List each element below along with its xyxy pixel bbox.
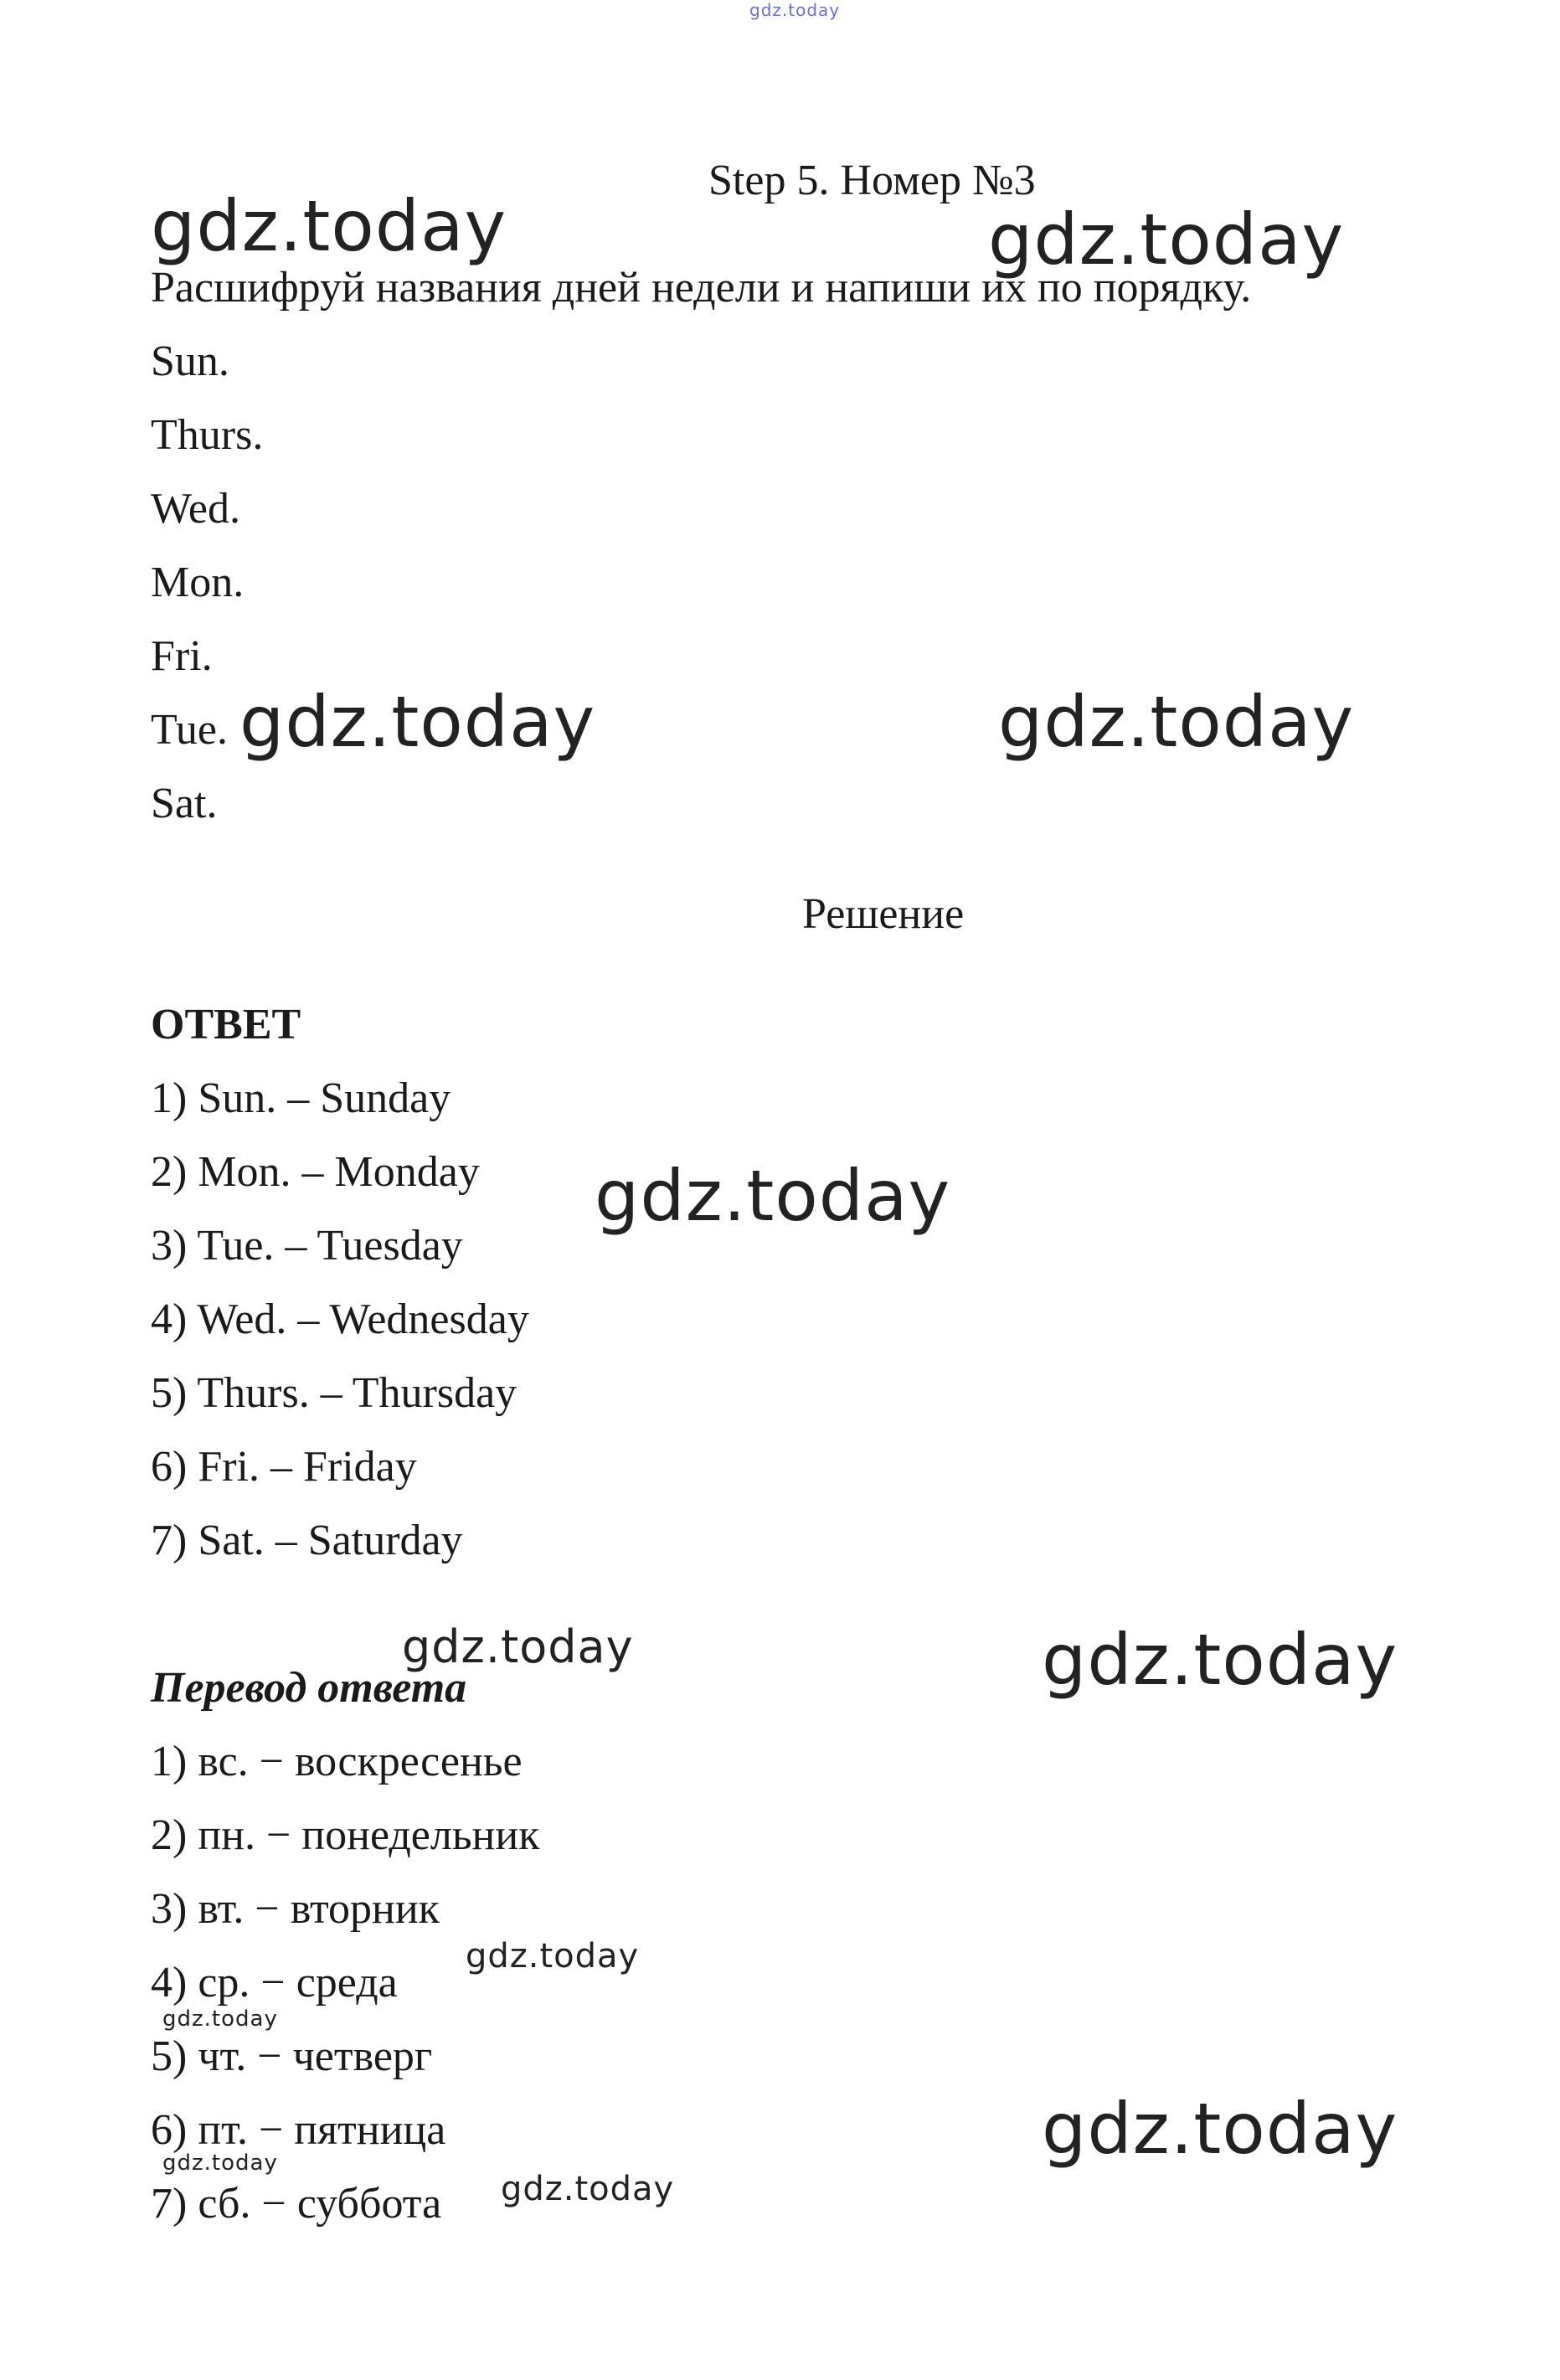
task-item: Tue. — [151, 706, 229, 754]
task-item: Sat. — [151, 780, 218, 827]
translation-line: 5) чт. − четверг — [151, 2032, 433, 2080]
watermark: gdz.today — [162, 2007, 278, 2032]
page-title: Step 5. Номер №3 — [708, 157, 1036, 204]
watermark: gdz.today — [466, 1937, 640, 1976]
watermark: gdz.today — [239, 681, 596, 763]
watermark: gdz.today — [151, 185, 507, 267]
answer-line: 1) Sun. – Sunday — [151, 1074, 451, 1122]
answer-line: 4) Wed. – Wednesday — [151, 1296, 529, 1343]
watermark: gdz.today — [501, 2170, 675, 2208]
watermark: gdz.today — [402, 1620, 634, 1673]
watermark: gdz.today — [162, 2151, 278, 2176]
task-item: Fri. — [151, 632, 213, 680]
solution-heading: Решение — [802, 890, 965, 938]
answer-line: 2) Mon. – Monday — [151, 1148, 480, 1196]
translation-line: 6) пт. − пятница — [151, 2106, 446, 2154]
answer-heading: ОТВЕТ — [151, 1001, 301, 1048]
watermark: gdz.today — [1042, 1619, 1398, 1701]
task-item: Mon. — [151, 559, 245, 606]
answer-line: 6) Fri. – Friday — [151, 1443, 417, 1491]
task-item: Sun. — [151, 337, 229, 385]
task-item: Thurs. — [151, 411, 264, 459]
translation-heading: Перевод ответа — [151, 1664, 467, 1712]
answer-line: 7) Sat. – Saturday — [151, 1517, 463, 1564]
translation-line: 3) вт. − вторник — [151, 1885, 440, 1933]
translation-line: 4) ср. − среда — [151, 1959, 398, 2007]
translation-line: 7) сб. − суббота — [151, 2180, 442, 2228]
task-item: Wed. — [151, 485, 240, 533]
translation-line: 1) вс. − воскресенье — [151, 1738, 523, 1785]
watermark: gdz.today — [749, 0, 841, 20]
watermark: gdz.today — [595, 1155, 951, 1237]
watermark: gdz.today — [1042, 2088, 1398, 2170]
watermark: gdz.today — [998, 681, 1355, 763]
watermark: gdz.today — [988, 198, 1345, 281]
task-instruction: Расшифруй названия дней недели и напиши их по порядку. — [151, 264, 1252, 312]
answer-line: 3) Tue. – Tuesday — [151, 1222, 463, 1270]
translation-line: 2) пн. − понедельник — [151, 1811, 540, 1859]
answer-line: 5) Thurs. – Thursday — [151, 1369, 517, 1417]
